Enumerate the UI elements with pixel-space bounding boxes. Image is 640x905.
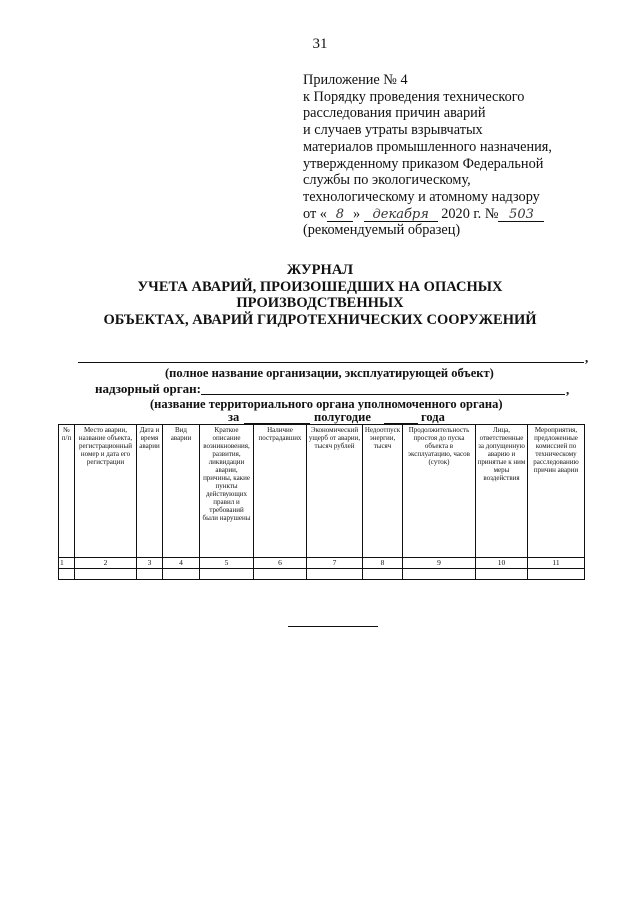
column-number: 5 xyxy=(200,558,254,569)
order-date-line xyxy=(303,206,623,223)
supervisory-caption: (название территориального органа уполномоченного органа) xyxy=(150,397,503,411)
header-cell: № п/п xyxy=(59,425,75,558)
header-cell: Экономический ущерб от аварии, тысяч рублей xyxy=(307,425,363,558)
column-number: 4 xyxy=(163,558,200,569)
table-cell xyxy=(254,569,307,580)
period-year-label: года xyxy=(421,410,445,424)
table-cell xyxy=(163,569,200,580)
column-number: 10 xyxy=(476,558,528,569)
column-number: 1 xyxy=(59,558,75,569)
header-cell: Недоотпуск энергии, тысяч xyxy=(363,425,403,558)
supervisory-body-line xyxy=(201,394,565,395)
journal-title-line: УЧЕТА АВАРИЙ, ПРОИЗОШЕДШИХ НА ОПАСНЫХ xyxy=(137,278,503,295)
end-separator-line xyxy=(288,626,378,627)
journal-title-line: ЖУРНАЛ xyxy=(286,262,354,278)
date-year: 2020 г. № xyxy=(441,205,499,222)
appendix-line: материалов промышленного назначения, xyxy=(303,138,552,155)
table-row xyxy=(59,569,585,580)
column-number-row xyxy=(59,558,585,569)
column-number: 11 xyxy=(528,558,585,569)
date-prefix: от « xyxy=(303,205,327,222)
table-cell xyxy=(307,569,363,580)
appendix-line: расследования причин аварий xyxy=(303,105,486,122)
appendix-line: утвержденному приказом Федеральной xyxy=(303,155,544,172)
table-cell xyxy=(75,569,137,580)
appendix-block xyxy=(303,72,623,239)
accident-journal-table xyxy=(58,424,585,580)
appendix-line: Приложение № 4 xyxy=(303,72,408,88)
header-cell: Лица, ответственные за допущенную аварию и принятые к ним меры воздействия xyxy=(476,425,528,558)
appendix-line: службы по экологическому, xyxy=(303,172,471,189)
table-cell xyxy=(137,569,163,580)
page-number: 31 xyxy=(312,36,328,52)
organization-caption: (полное название организации, эксплуатирующей объект) xyxy=(165,366,494,380)
column-number: 8 xyxy=(363,558,403,569)
date-month: декабря xyxy=(364,209,438,222)
table-cell xyxy=(528,569,585,580)
header-cell: Мероприятия, предложенные комиссией по техническому расследованию причин аварии xyxy=(528,425,585,558)
table-cell xyxy=(59,569,75,580)
order-number: 503 xyxy=(498,209,544,222)
supervisory-comma: , xyxy=(566,382,570,397)
header-cell: Дата и время аварии xyxy=(137,425,163,558)
header-cell: Наличие пострадавших xyxy=(254,425,307,558)
column-number: 7 xyxy=(307,558,363,569)
table-cell xyxy=(403,569,476,580)
header-cell: Вид аварии xyxy=(163,425,200,558)
supervisory-label: надзорный орган: xyxy=(95,381,201,396)
journal-title-line: ОБЪЕКТАХ, АВАРИЙ ГИДРОТЕХНИЧЕСКИХ СООРУЖЕНИЙ xyxy=(103,311,537,328)
period-for-label: за xyxy=(228,410,240,424)
period-half-year-label: полугодие xyxy=(314,410,371,424)
table-cell xyxy=(476,569,528,580)
column-number: 6 xyxy=(254,558,307,569)
header-cell: Место аварии, название объекта, регистрационный номер и дата его регистрации xyxy=(75,425,137,558)
column-number: 3 xyxy=(137,558,163,569)
date-day: 8 xyxy=(327,209,353,222)
sample-note: (рекомендуемый образец) xyxy=(303,222,461,239)
date-mid: » xyxy=(352,205,361,222)
column-number: 9 xyxy=(403,558,476,569)
table-cell xyxy=(363,569,403,580)
table-cell xyxy=(200,569,254,580)
header-cell: Краткое описание возникновения, развития, ликвидации аварии, причины, какие пункты действующих правил и требований были нарушены xyxy=(200,425,254,558)
appendix-line: к Порядку проведения технического xyxy=(303,88,525,105)
organization-name-line xyxy=(78,362,584,363)
journal-title-line: ПРОИЗВОДСТВЕННЫХ xyxy=(236,295,404,311)
table-header-row xyxy=(59,425,585,558)
header-cell: Продолжительность простоя до пуска объекта в эксплуатацию, часов (суток) xyxy=(403,425,476,558)
organization-comma: , xyxy=(585,350,589,365)
appendix-line: и случаев утраты взрывчатых xyxy=(303,122,483,139)
appendix-line: технологическому и атомному надзору xyxy=(303,188,540,205)
journal-title xyxy=(0,262,640,328)
column-number: 2 xyxy=(75,558,137,569)
